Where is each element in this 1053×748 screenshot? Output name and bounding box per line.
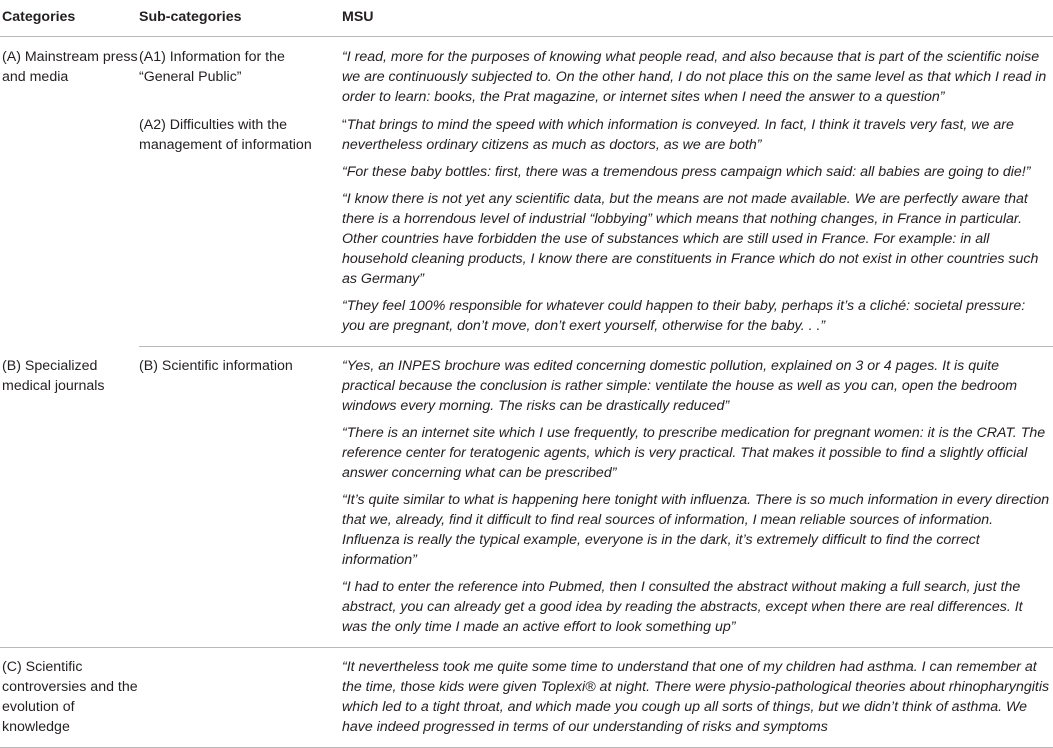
header-row <box>0 0 1053 37</box>
subcategory-label-b: (B) Scientific information <box>139 358 293 374</box>
subcategory-cell-a1 <box>139 37 342 108</box>
msu-cell-c <box>342 648 1053 748</box>
table-row-a1 <box>0 37 1053 108</box>
subcategory-label-a2: (A2) Difficulties with the management of information <box>139 117 312 153</box>
table-row-a2 <box>0 107 1053 347</box>
msu-quote-b-3: “It’s quite similar to what is happening here tonight with influenza. There is so much information in every direction that we, already, find it difficult to find real sources of information, I mean reliable sources of information. Influenza is really the typical example, everyone is in the dark, it’s extremely difficult to find the correct information” <box>342 492 1050 568</box>
header-msu: MSU <box>342 0 1053 37</box>
msu-quote-c-1: “It nevertheless took me quite some time to understand that one of my children had asthma. I can remember at the time, those kids were given Toplexi® at night. There were physio-pathological theories about rhinopharyngitis which led to a tight throat, and which made you cough up all sorts of things, but we didn’t think of asthma. We have indeed progressed in terms of our understanding of risks and symptoms <box>342 659 1050 735</box>
msu-quote-b-1: “Yes, an INPES brochure was edited concerning domestic pollution, explained on 3 or 4 pages. It is quite practical because the conclusion is rather simple: ventilate the house as well as you can, open the bedroom windows every morning. The risks can be drastically reduced” <box>342 358 1018 414</box>
category-cell-b <box>0 347 139 648</box>
msu-cell-b <box>342 347 1053 648</box>
table-row-b <box>0 347 1053 648</box>
msu-quote-a2-1-text: That brings to mind the speed with which information is conveyed. In fact, I think it travels very fast, we are nevertheless ordinary citizens as much as doctors, as we are both” <box>342 117 1014 153</box>
category-cell-a <box>0 37 139 347</box>
header-categories: Categories <box>0 0 139 37</box>
header-subcategories: Sub-categories <box>139 0 342 37</box>
open-quote-mark: “ <box>342 117 347 133</box>
subcategory-label-a1: (A1) Information for the “General Public” <box>139 49 285 85</box>
msu-cell-a2 <box>342 107 1053 347</box>
msu-quote-b-4: “I had to enter the reference into Pubmed, then I consulted the abstract without making a full search, just the abstract, you can already get a good idea by reading the abstracts, except when there are real differences. It was the only time I made an active effort to look something up” <box>342 579 1023 635</box>
msu-quote-b-2: “There is an internet site which I use frequently, to prescribe medication for pregnant women: it is the CRAT. The reference center for teratogenic agents, which is very practical. That makes it possible to find a slightly official answer concerning what can be prescribed” <box>342 425 1046 481</box>
subcategory-cell-b <box>139 347 342 648</box>
msu-quote-a2-4: “They feel 100% responsible for whatever could happen to their baby, perhaps it’s a cliché: societal pressure: you are pregnant, don’t move, don’t exert yourself, otherwise for the baby. . .” <box>342 298 1026 334</box>
table-row-c <box>0 648 1053 748</box>
msu-quote-a2-3: “I know there is not yet any scientific data, but the means are not made available. We are perfectly aware that there is a horrendous level of industrial “lobbying” which means that nothing changes, in France in particular. Other countries have forbidden the use of substances which are still used in France. For example: in all household cleaning products, I know there are constituents in France which do not exist in other countries such as Germany” <box>342 191 1039 287</box>
msu-quote-a2-1 <box>342 115 1053 155</box>
category-cell-c <box>0 648 139 748</box>
msu-cell-a1 <box>342 37 1053 108</box>
msu-quote-a2-2: “For these baby bottles: first, there was a tremendous press campaign which said: all babies are going to die!” <box>342 164 1031 180</box>
category-label-a: (A) Mainstream press and media <box>2 49 138 85</box>
msu-quote-a1-1: “I read, more for the purposes of knowing what people read, and also because that is part of the scientific noise we are continuously subjected to. On the other hand, I do not place this on the same level as that which I read in order to learn: books, the Prat magazine, or internet sites when I need the answer to a question” <box>342 49 1047 105</box>
category-label-c: (C) Scientific controversies and the evolution of knowledge <box>2 659 138 735</box>
subcategory-cell-a2 <box>139 107 342 347</box>
category-label-b: (B) Specialized medical journals <box>2 357 105 394</box>
subcategory-cell-c <box>139 648 342 748</box>
